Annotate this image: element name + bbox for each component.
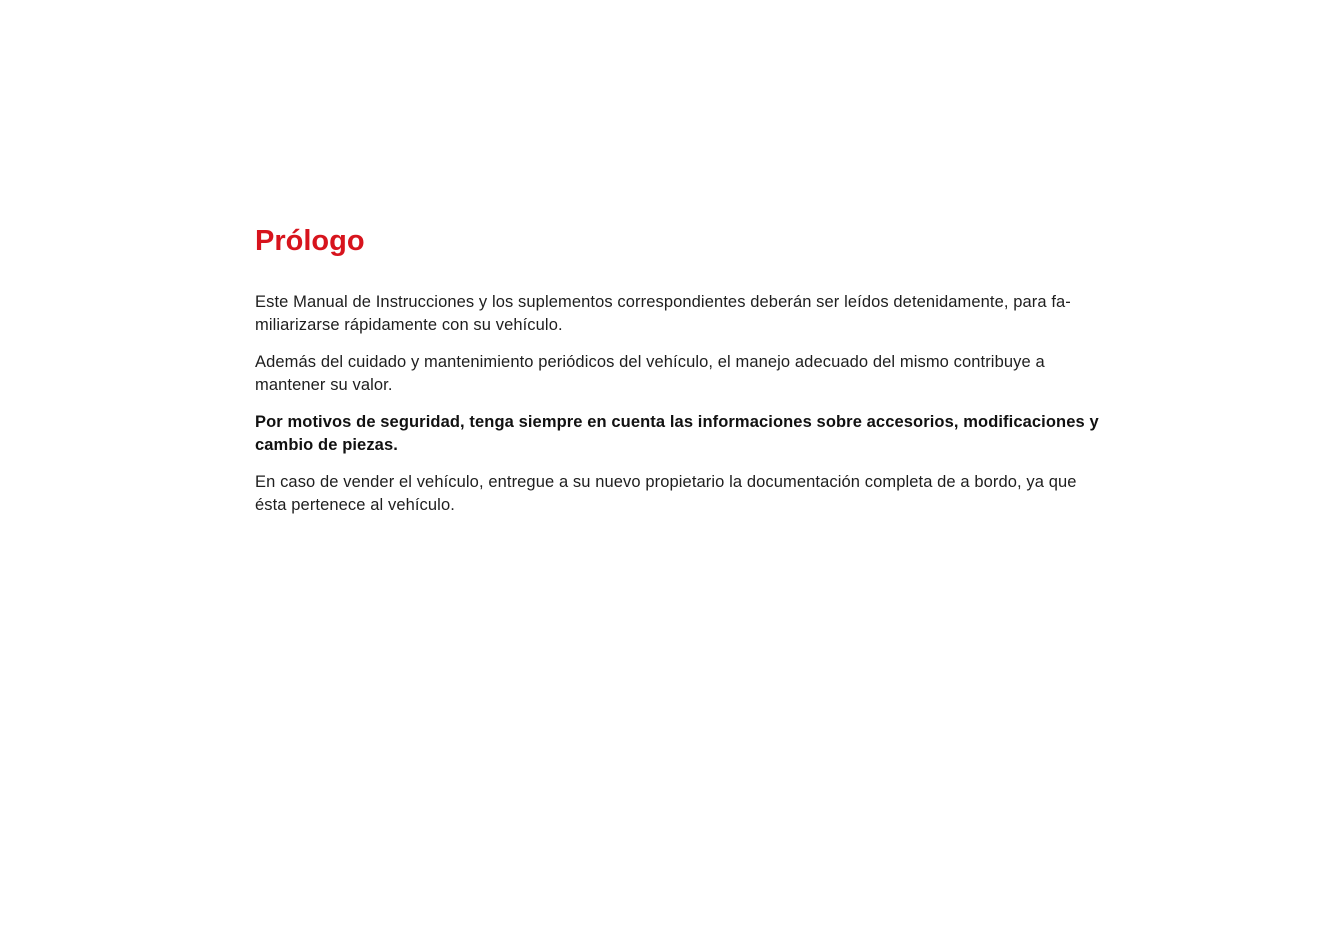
paragraph-line: En caso de vender el vehículo, entregue a su nuevo propietario la documentación completa de a bordo, ya que [255, 473, 1077, 491]
paragraph-line: Por motivos de seguridad, tenga siempre en cuenta las informaciones sobre accesorios, modificaciones y [255, 413, 1099, 431]
paragraph-sale-documentation [255, 471, 1150, 517]
paragraph-reading-advice [255, 291, 1150, 337]
paragraph-line: Además del cuidado y mantenimiento periódicos del vehículo, el manejo adecuado del mismo contribuye a [255, 353, 1045, 371]
paragraph-line: mantener su valor. [255, 376, 393, 394]
prologue-section [255, 223, 1150, 531]
paragraph-line: Este Manual de Instrucciones y los suplementos correspondientes deberán ser leídos detenidamente, para fa- [255, 293, 1071, 311]
paragraph-line: ésta pertenece al vehículo. [255, 496, 455, 514]
page-title: Prólogo [255, 225, 365, 257]
paragraph-maintenance [255, 351, 1150, 397]
paragraph-safety-notice [255, 411, 1150, 457]
paragraph-line: cambio de piezas. [255, 436, 398, 454]
paragraph-line: miliarizarse rápidamente con su vehículo. [255, 316, 563, 334]
